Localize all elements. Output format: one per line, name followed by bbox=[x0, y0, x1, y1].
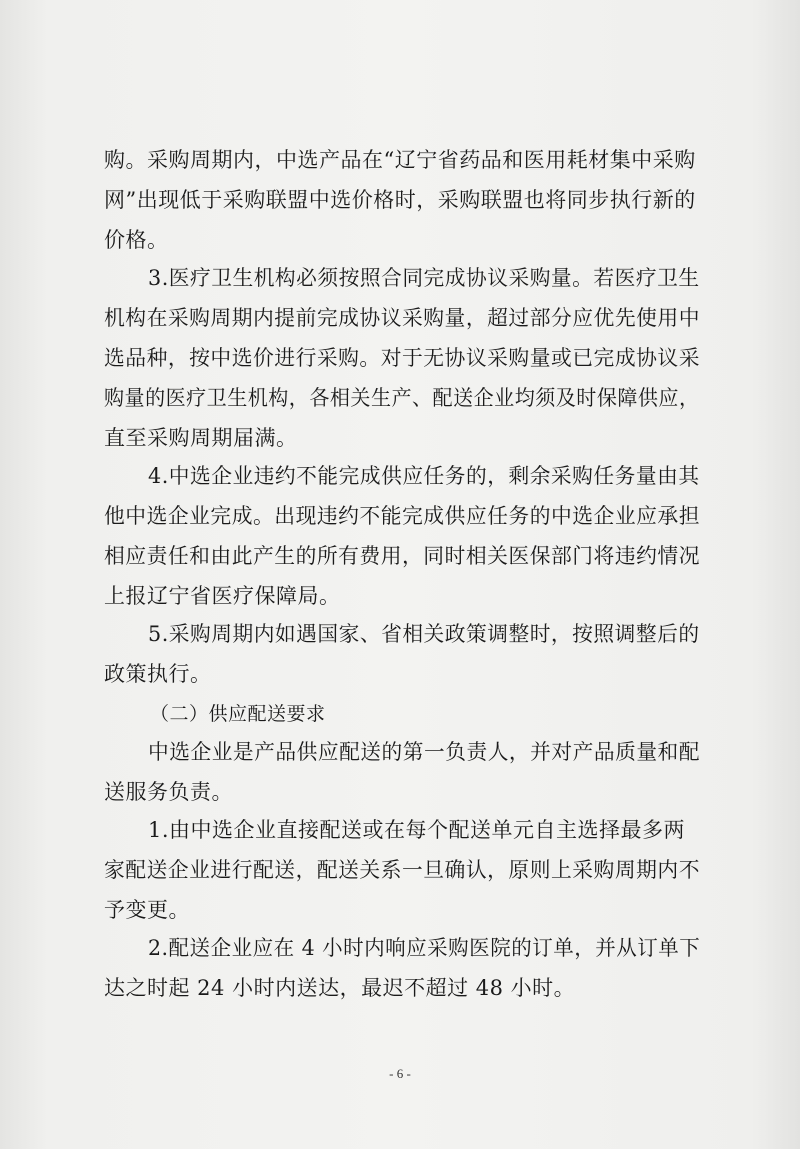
text-line: 机构在采购周期内提前完成协议采购量，超过部分应优先使用中 bbox=[104, 306, 700, 330]
text-line: 达之时起 24 小时内送达，最迟不超过 48 小时。 bbox=[104, 976, 576, 1000]
text-line: 家配送企业进行配送，配送关系一旦确认，原则上采购周期内不 bbox=[104, 858, 700, 882]
text-line: 价格。 bbox=[104, 228, 169, 252]
text-line: 他中选企业完成。出现违约不能完成供应任务的中选企业应承担 bbox=[104, 504, 700, 528]
text-line: 直至采购周期届满。 bbox=[104, 426, 298, 450]
text-line: 网”出现低于采购联盟中选价格时，采购联盟也将同步执行新的 bbox=[104, 188, 696, 212]
text-line: 予变更。 bbox=[104, 898, 190, 922]
text-line: 相应责任和由此产生的所有费用，同时相关医保部门将违约情况 bbox=[104, 544, 700, 568]
text-line: 政策执行。 bbox=[104, 662, 212, 686]
text-line: 中选企业是产品供应配送的第一负责人，并对产品质量和配 bbox=[148, 740, 701, 764]
text-line: 购量的医疗卫生机构，各相关生产、配送企业均须及时保障供应， bbox=[104, 386, 700, 410]
text-line: 4.中选企业违约不能完成供应任务的，剩余采购任务量由其 bbox=[148, 464, 700, 488]
text-line: 选品种，按中选价进行采购。对于无协议采购量或已完成协议采 bbox=[104, 346, 700, 370]
text-line: 1.由中选企业直接配送或在每个配送单元自主选择最多两 bbox=[148, 818, 686, 842]
text-line: 送服务负责。 bbox=[104, 780, 233, 804]
text-line: 购。采购周期内，中选产品在“辽宁省药品和医用耗材集中采购 bbox=[104, 148, 696, 172]
text-line: 2.配送企业应在 4 小时内响应采购医院的订单，并从订单下 bbox=[148, 936, 701, 960]
text-line: 5.采购周期内如遇国家、省相关政策调整时，按照调整后的 bbox=[148, 622, 700, 646]
section-heading-text: （二）供应配送要求 bbox=[150, 703, 326, 725]
text-line: 上报辽宁省医疗保障局。 bbox=[104, 584, 341, 608]
page-number: - 6 - bbox=[389, 1066, 411, 1081]
text-line: 3.医疗卫生机构必须按照合同完成协议采购量。若医疗卫生 bbox=[148, 266, 700, 290]
